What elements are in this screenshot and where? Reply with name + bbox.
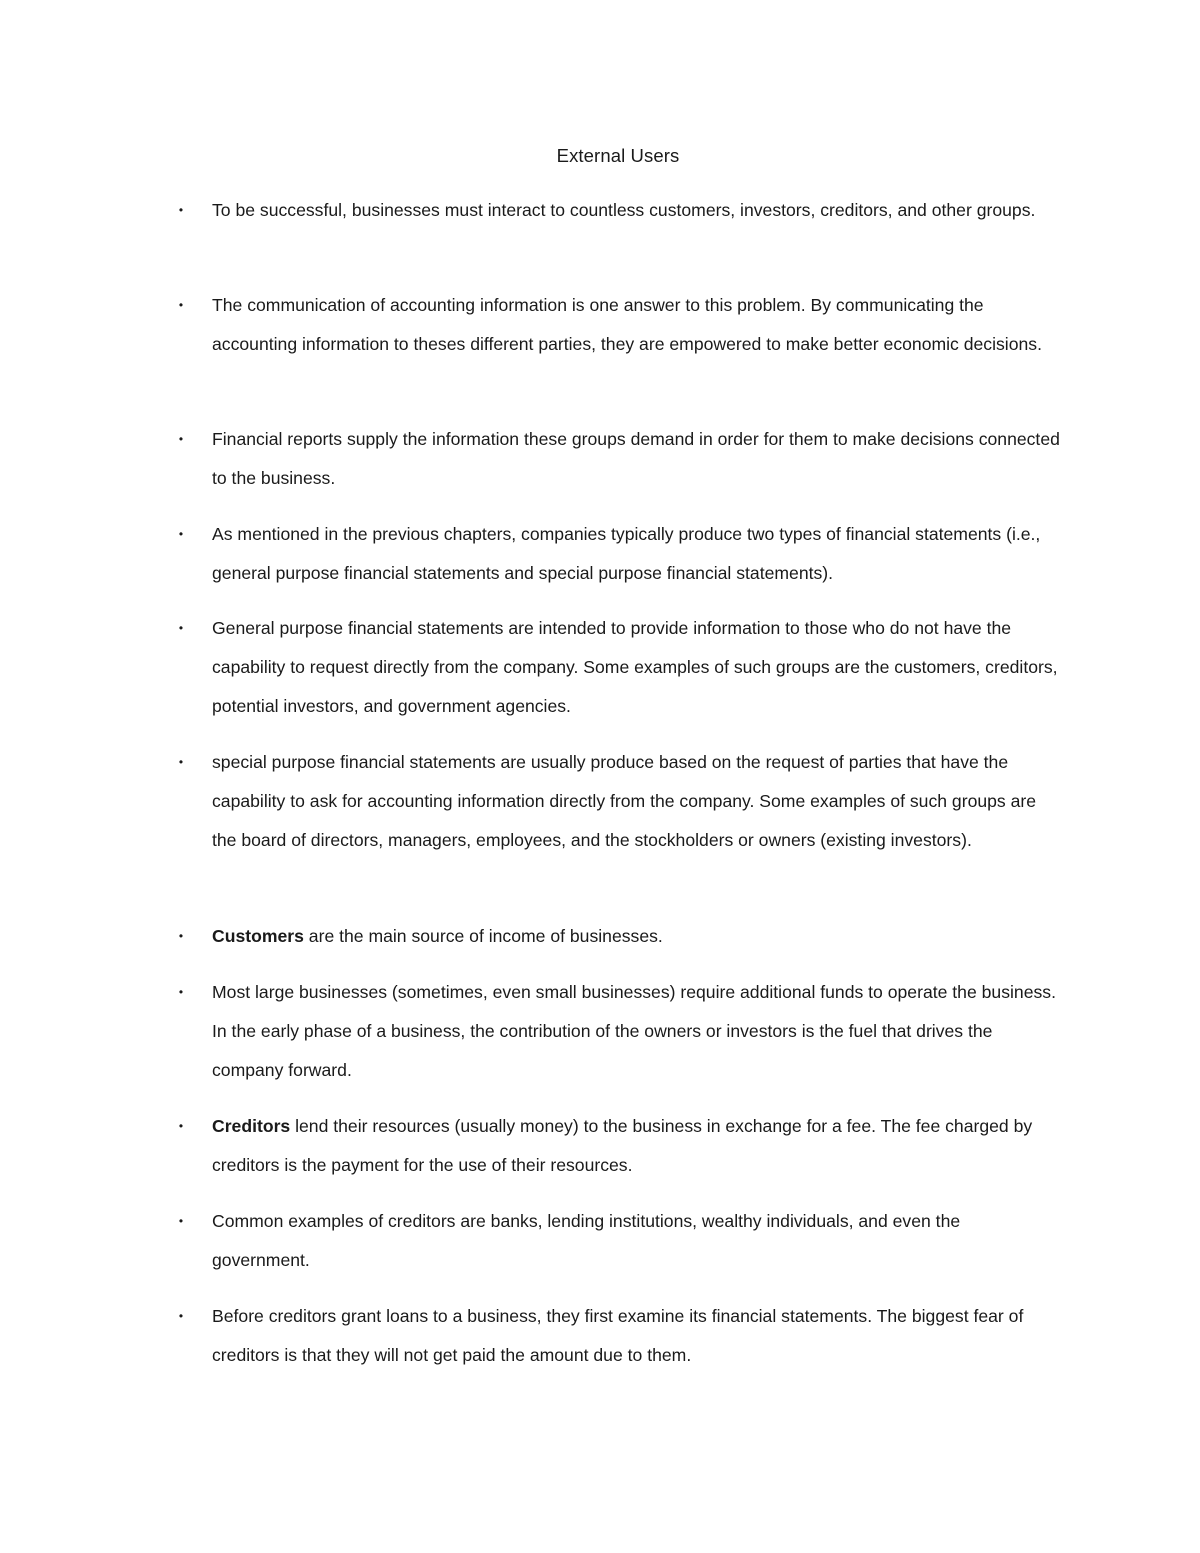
bullet-icon: • bbox=[178, 298, 184, 312]
bullet-body: General purpose financial statements are intended to provide information to those who do not have the capability to request directly from the company. Some examples of such groups are the customers, creditors, potential investors, and government agencies. bbox=[212, 618, 1058, 717]
bullet-text bbox=[212, 926, 663, 946]
bullet-body: are the main source of income of businesses. bbox=[303, 926, 663, 946]
bullet-item-11 bbox=[178, 1297, 1062, 1375]
bullet-text bbox=[212, 295, 1042, 354]
bullet-icon: • bbox=[178, 1309, 184, 1323]
bullet-icon: • bbox=[178, 755, 184, 769]
bullet-icon: • bbox=[178, 985, 184, 999]
bullet-icon: • bbox=[178, 203, 184, 217]
bullet-item-6 bbox=[178, 743, 1062, 861]
bullet-item-2 bbox=[178, 286, 1062, 364]
bullet-item-1 bbox=[178, 191, 1062, 230]
bullet-text bbox=[212, 429, 1060, 488]
bullet-item-3 bbox=[178, 420, 1062, 498]
bullet-text bbox=[212, 618, 1058, 716]
bullet-text bbox=[212, 1306, 1023, 1365]
bullet-icon: • bbox=[178, 527, 184, 541]
bullet-item-5 bbox=[178, 609, 1062, 727]
document-title: External Users bbox=[556, 145, 680, 166]
bullet-item-7 bbox=[178, 917, 1062, 956]
bullet-text bbox=[212, 752, 1036, 850]
bullet-text bbox=[212, 524, 1040, 583]
bullet-icon: • bbox=[178, 432, 184, 446]
bullet-body: Common examples of creditors are banks, lending institutions, wealthy individuals, and even the government. bbox=[212, 1211, 961, 1271]
bullet-body: The communication of accounting information is one answer to this problem. By communicating the accounting information to theses different parties, they are empowered to make better economic decisions. bbox=[212, 295, 1042, 355]
bullet-item-4 bbox=[178, 515, 1062, 593]
bullet-body: To be successful, businesses must interact to countless customers, investors, creditors, and other groups. bbox=[212, 200, 1036, 220]
bullet-bold-lead: Customers bbox=[212, 926, 304, 946]
bullet-body: Most large businesses (sometimes, even small businesses) require additional funds to operate the business. In the early phase of a business, the contribution of the owners or investors is the fuel that drives the company forward. bbox=[212, 982, 1056, 1081]
bullet-body: As mentioned in the previous chapters, companies typically produce two types of financial statements (i.e., general purpose financial statements and special purpose financial statements). bbox=[212, 524, 1041, 584]
bullet-text bbox=[212, 200, 1035, 220]
bullet-bold-lead: Creditors bbox=[212, 1116, 291, 1136]
bullet-icon: • bbox=[178, 929, 184, 943]
bullet-body: lend their resources (usually money) to the business in exchange for a fee. The fee charged by creditors is the payment for the use of their resources. bbox=[212, 1116, 1033, 1176]
bullet-item-9 bbox=[178, 1107, 1062, 1185]
bullet-icon: • bbox=[178, 621, 184, 635]
bullet-item-10 bbox=[178, 1202, 1062, 1280]
bullet-text bbox=[212, 982, 1056, 1080]
bullet-body: special purpose financial statements are usually produce based on the request of parties that have the capability to ask for accounting information directly from the company. Some examples of such groups are the board of directors, managers, employees, and the stockholders or owners (existing investors). bbox=[212, 752, 1037, 851]
bullet-body: Before creditors grant loans to a business, they first examine its financial statements. The biggest fear of creditors is that they will not get paid the amount due to them. bbox=[212, 1306, 1024, 1366]
bullet-icon: • bbox=[178, 1119, 184, 1133]
bullet-body: Financial reports supply the information these groups demand in order for them to make decisions connected to the business. bbox=[212, 429, 1060, 489]
bullet-text bbox=[212, 1116, 1032, 1175]
bullet-icon: • bbox=[178, 1214, 184, 1228]
bullet-item-8 bbox=[178, 973, 1062, 1091]
bullet-text bbox=[212, 1211, 960, 1270]
